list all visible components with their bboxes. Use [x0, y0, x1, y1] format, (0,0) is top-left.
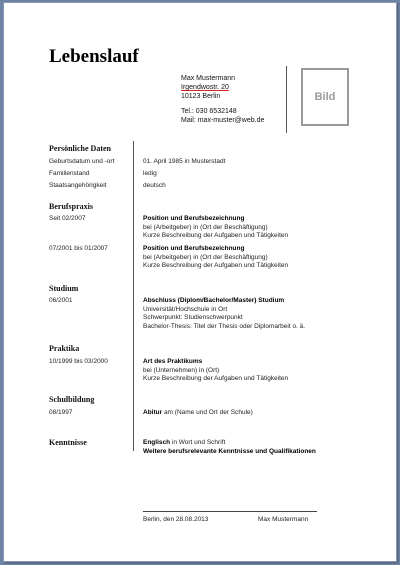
document-page [3, 2, 397, 562]
experience-title-1: Position und Berufsbezeichnung [143, 215, 245, 222]
experience-date-1: Seit 02/2007 [49, 215, 86, 222]
header-divider [286, 66, 287, 133]
photo-placeholder [301, 68, 349, 126]
study-line2: Schwerpunkt: Studienschwerpunkt [143, 314, 243, 321]
column-divider [133, 141, 134, 451]
address-phone: Tel.: 030 6532148 [181, 108, 237, 115]
signature-line [143, 511, 317, 512]
experience-date-2: 07/2001 bis 01/2007 [49, 245, 108, 252]
school-rest: am (Name und Ort der Schule) [162, 409, 253, 416]
skills-language-rest: in Wort und Schrift [170, 439, 226, 446]
section-heading-experience: Berufspraxis [49, 202, 93, 211]
address-block [181, 74, 264, 125]
photo-label: Bild [314, 91, 336, 103]
section-heading-skills: Kenntnisse [49, 438, 87, 447]
study-line1: Universität/Hochschule in Ort [143, 305, 228, 313]
study-line3: Bachelor-Thesis: Titel der Thesis oder Diplomarbeit o. ä. [143, 322, 306, 330]
school-title: Abitur [143, 409, 163, 416]
personal-value-birth: 01. April 1985 in Musterstadt [143, 158, 226, 165]
personal-label-nationality: Staatsangehörigkeit [49, 182, 107, 189]
address-city: 10123 Berlin [181, 93, 221, 100]
skills-other: Weitere berufsrelevante Kenntnisse und Qualifikationen [143, 447, 316, 455]
internship-entry [143, 358, 288, 384]
internship-line1: bei (Unternehmen) in (Ort) [143, 366, 220, 374]
section-heading-personal: Persönliche Daten [49, 144, 111, 153]
skills-entry [143, 439, 316, 456]
experience-line2-1: Kurze Beschreibung der Aufgaben und Tätigkeiten [143, 232, 289, 239]
section-heading-study: Studium [49, 284, 79, 293]
skills-language: Englisch [143, 439, 171, 446]
experience-title-2: Position und Berufsbezeichnung [143, 245, 245, 252]
personal-label-birth: Geburtsdatum und -ort [49, 158, 115, 165]
internship-title: Art des Praktikums [143, 358, 203, 365]
address-name: Max Mustermann [181, 75, 236, 82]
personal-label-status: Familienstand [49, 170, 90, 177]
signature-place-date: Berlin, den 28.08.2013 [143, 516, 209, 523]
document-title: Lebenslauf [49, 46, 139, 67]
address-street: Irgendwostr. 20 [181, 84, 229, 91]
section-heading-school: Schulbildung [49, 395, 95, 404]
school-entry [143, 409, 253, 418]
experience-line2-2: Kurze Beschreibung der Aufgaben und Tätigkeiten [143, 262, 289, 269]
experience-line1-2: bei (Arbeitgeber) in (Ort der Beschäftigung) [143, 253, 268, 261]
study-entry [143, 297, 305, 331]
study-title: Abschluss (Diplom/Bachelor/Master) Studium [143, 297, 285, 304]
address-mail: Mail: max-muster@web.de [181, 117, 265, 124]
personal-value-status: ledig [143, 170, 157, 177]
school-date: 08/1997 [49, 409, 73, 416]
experience-entry-1 [143, 215, 288, 241]
experience-line1-1: bei (Arbeitgeber) in (Ort der Beschäftigung) [143, 223, 268, 231]
internship-line2: Kurze Beschreibung der Aufgaben und Tätigkeiten [143, 375, 289, 382]
signature-name: Max Mustermann [258, 516, 309, 523]
section-heading-internship: Praktika [49, 344, 80, 353]
study-date: 06/2001 [49, 297, 73, 304]
internship-date: 10/1999 bis 03/2000 [49, 358, 108, 365]
experience-entry-2 [143, 245, 288, 271]
personal-value-nationality: deutsch [143, 182, 166, 189]
